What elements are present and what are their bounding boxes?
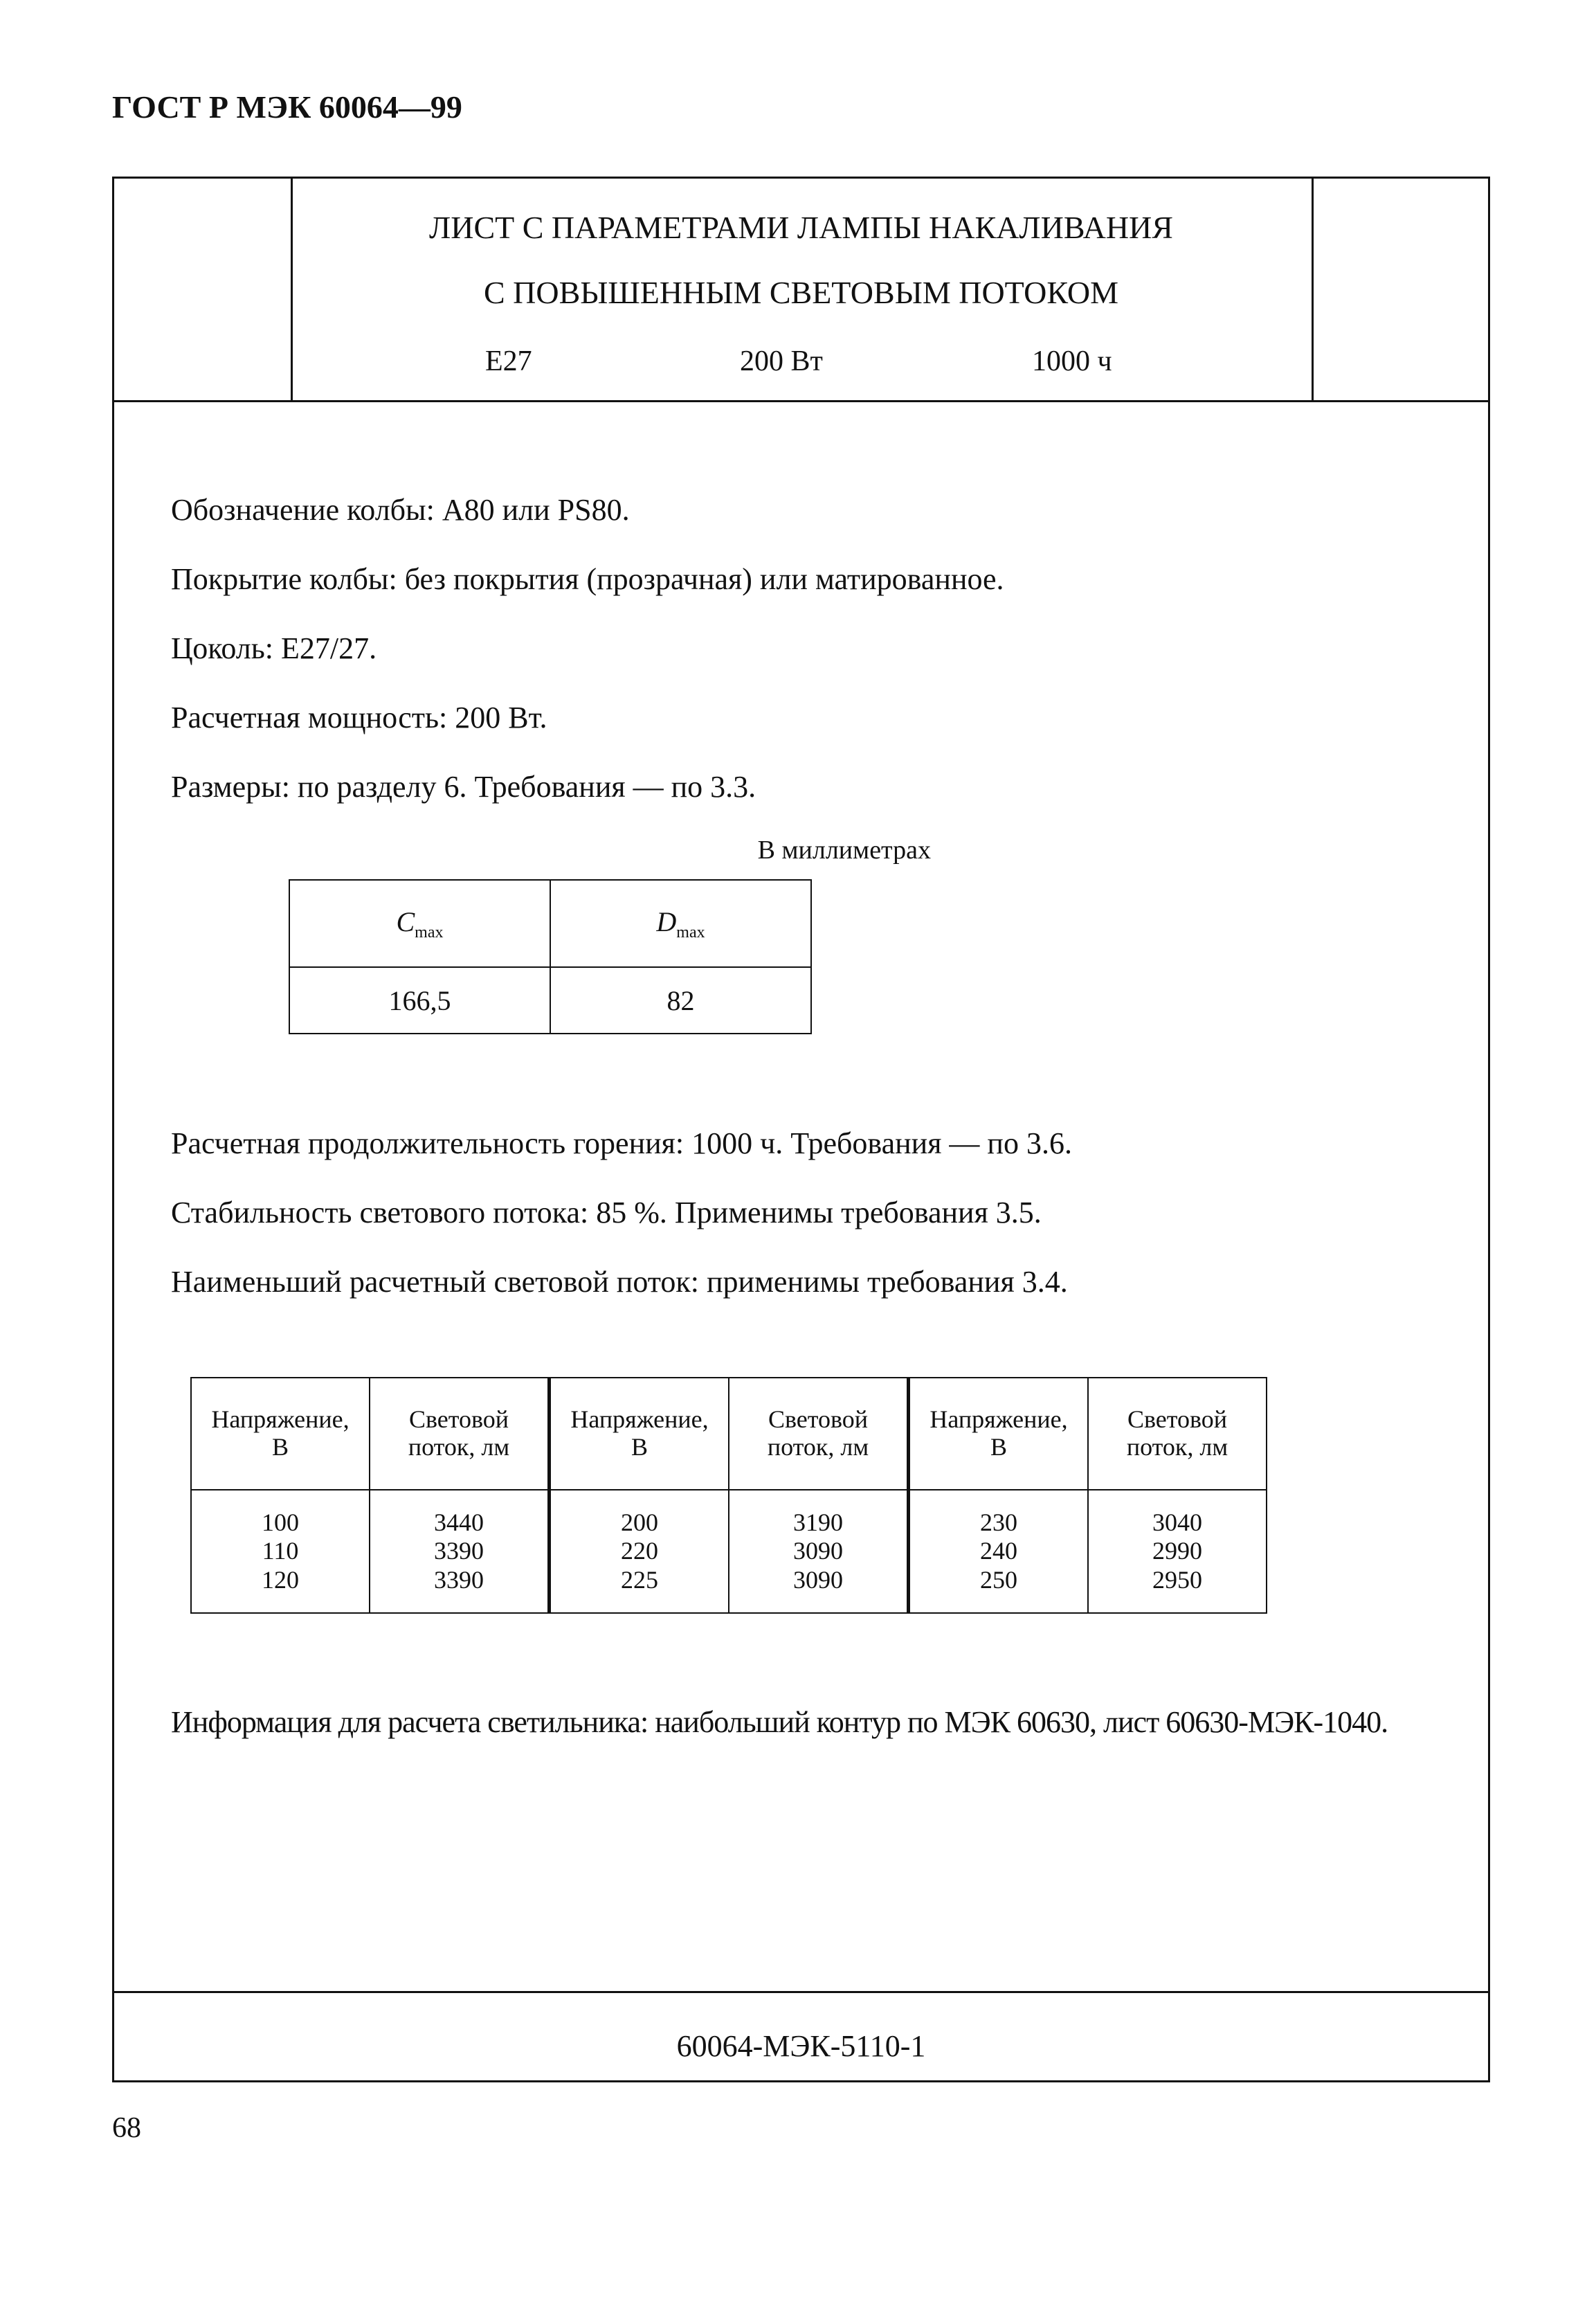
- dimensions-header-row: [289, 880, 811, 967]
- rated-life: Расчетная продолжительность горения: 1000 ч. Требования — по 3.6.: [171, 1126, 1072, 1160]
- document-header: ГОСТ Р МЭК 60064—99: [112, 89, 462, 125]
- flux-header: Световой поток, лм: [729, 1378, 909, 1490]
- sheet-cap: E27: [485, 345, 532, 377]
- voltage-value: 250: [980, 1565, 1017, 1594]
- flux-value: 3190: [793, 1508, 843, 1536]
- cap-line: Цоколь: E27/27.: [171, 631, 377, 665]
- dimensions-value-row: [289, 967, 811, 1034]
- voltage-header: Напряжение, В: [550, 1378, 729, 1490]
- flux-values-row: [191, 1490, 1267, 1613]
- voltage-values-group-3: [909, 1490, 1089, 1613]
- title-bottom-rule: [114, 400, 1488, 402]
- bulb-designation: Обозначение колбы: A80 или PS80.: [171, 493, 630, 527]
- flux-maintenance: Стабильность светового потока: 85 %. Применимы требования 3.5.: [171, 1196, 1042, 1229]
- flux-header: Световой поток, лм: [370, 1378, 550, 1490]
- code-top-rule: [114, 1991, 1488, 1993]
- flux-values-group-3: [1088, 1490, 1267, 1613]
- voltage-value: 220: [621, 1537, 658, 1565]
- flux-value: 3440: [434, 1508, 484, 1536]
- flux-table: [190, 1377, 1267, 1614]
- sheet-power: 200 Вт: [740, 345, 823, 377]
- voltage-value: 110: [262, 1537, 299, 1565]
- voltage-value: 225: [621, 1565, 658, 1594]
- dimensions-line: Размеры: по разделу 6. Требования — по 3.3.: [171, 770, 756, 804]
- units-label: В миллиметрах: [757, 836, 931, 865]
- flux-values-group-1: [370, 1490, 550, 1613]
- voltage-value: 200: [621, 1508, 658, 1536]
- voltage-value: 240: [980, 1537, 1017, 1565]
- voltage-header: Напряжение, В: [191, 1378, 370, 1490]
- voltage-values-group-2: [550, 1490, 729, 1613]
- flux-value: 2950: [1152, 1565, 1202, 1594]
- flux-value: 3090: [793, 1565, 843, 1594]
- c-max-value: 166,5: [289, 967, 550, 1034]
- d-max-value: 82: [550, 967, 811, 1034]
- bulb-coating: Покрытие колбы: без покрытия (прозрачная) или матированное.: [171, 562, 1004, 596]
- min-flux: Наименьший расчетный световой поток: применимы требования 3.4.: [171, 1265, 1068, 1299]
- flux-value: 3390: [434, 1537, 484, 1565]
- flux-values-group-2: [729, 1490, 909, 1613]
- sheet-life: 1000 ч: [1032, 345, 1112, 377]
- flux-value: 2990: [1152, 1537, 1202, 1565]
- voltage-value: 100: [262, 1508, 299, 1536]
- sheet-code: 60064-МЭК-5110-1: [676, 2029, 926, 2063]
- luminaire-info: Информация для расчета светильника: наибольший контур по МЭК 60630, лист 60630-МЭК-1040.: [171, 1705, 1388, 1739]
- flux-value: 3090: [793, 1537, 843, 1565]
- sheet-title-line-1: ЛИСТ С ПАРАМЕТРАМИ ЛАМПЫ НАКАЛИВАНИЯ: [429, 210, 1173, 245]
- dimensions-table: [289, 879, 812, 1034]
- voltage-value: 120: [262, 1565, 299, 1594]
- flux-header-row: [191, 1378, 1267, 1490]
- sheet-frame: [112, 177, 1490, 2082]
- flux-value: 3390: [434, 1565, 484, 1594]
- flux-value: 3040: [1152, 1508, 1202, 1536]
- c-max-header: $C_{max}$: [289, 880, 550, 967]
- page-number: 68: [112, 2112, 141, 2144]
- sheet-title-line-2: С ПОВЫШЕННЫМ СВЕТОВЫМ ПОТОКОМ: [483, 275, 1119, 310]
- rated-power: Расчетная мощность: 200 Вт.: [171, 701, 547, 735]
- flux-header: Световой поток, лм: [1088, 1378, 1267, 1490]
- voltage-values-group-1: [191, 1490, 370, 1613]
- d-max-header: $D_{max}$: [550, 880, 811, 967]
- voltage-value: 230: [980, 1508, 1017, 1536]
- voltage-header: Напряжение, В: [909, 1378, 1089, 1490]
